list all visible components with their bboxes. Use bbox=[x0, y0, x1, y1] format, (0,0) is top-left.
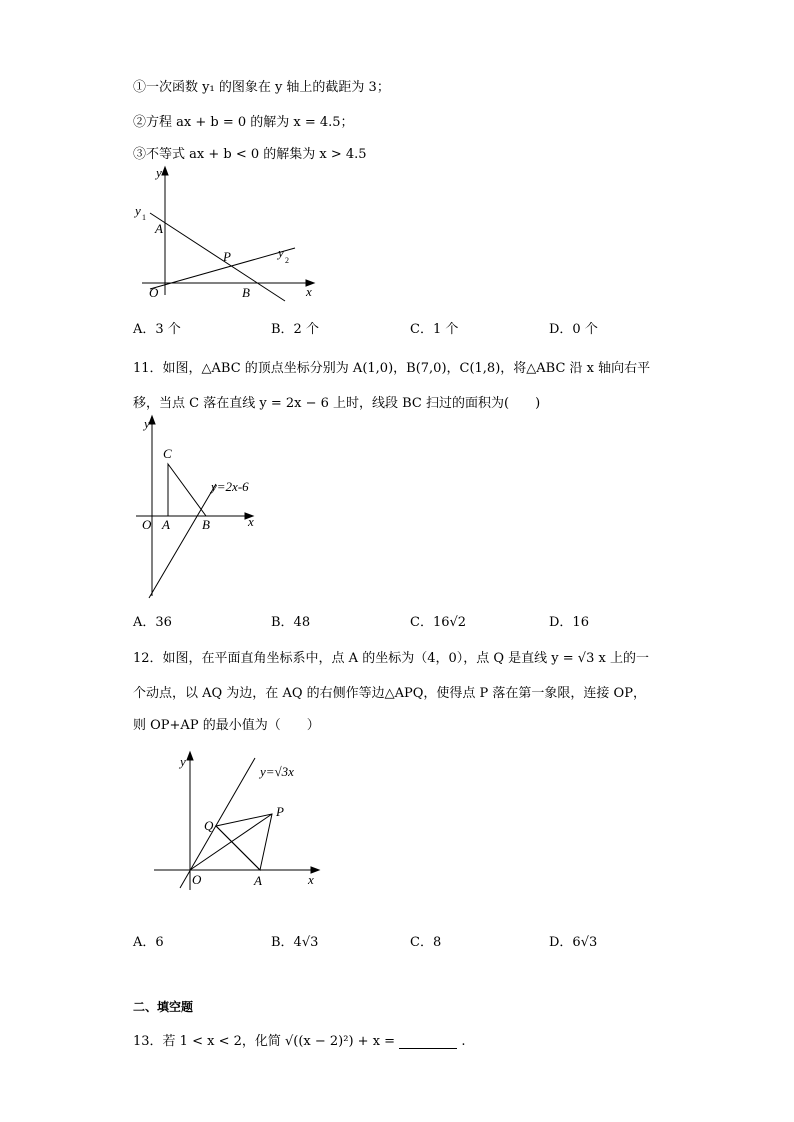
statement-2: ②方程 ax + b = 0 的解为 x = 4.5； bbox=[133, 115, 354, 130]
q10-origin-label: O bbox=[149, 285, 159, 300]
q12-option-d[interactable]: D．6√3 bbox=[549, 935, 598, 950]
q11-option-a[interactable]: A．36 bbox=[133, 615, 172, 630]
q10-B-label: B bbox=[242, 285, 250, 300]
q11-A-label: A bbox=[162, 517, 170, 532]
q11-line-y2x6 bbox=[149, 484, 216, 598]
q12-Q-label: Q bbox=[204, 818, 214, 833]
q10-y1-sub: 1 bbox=[142, 213, 146, 222]
q12-option-a[interactable]: A．6 bbox=[133, 935, 164, 950]
q12-option-b[interactable]: B．4√3 bbox=[271, 935, 319, 950]
q12-x-label: x bbox=[308, 872, 314, 887]
q10-option-b[interactable]: B．2 个 bbox=[271, 322, 319, 337]
q11-option-d[interactable]: D．16 bbox=[549, 615, 589, 630]
section-title-fill-in: 二、填空题 bbox=[133, 1000, 194, 1014]
q11-B-label: B bbox=[202, 517, 210, 532]
q11-figure bbox=[130, 414, 270, 602]
q11-option-b[interactable]: B．48 bbox=[271, 615, 311, 630]
q12-origin-label: O bbox=[192, 872, 202, 887]
q10-A-label: A bbox=[155, 221, 163, 236]
q11-y-label: y bbox=[144, 416, 150, 431]
q12-line-2: 个动点，以 AQ 为边，在 AQ 的右侧作等边△APQ，使得点 P 落在第一象限，连接 OP， bbox=[133, 686, 646, 701]
q10-option-a[interactable]: A．3 个 bbox=[133, 322, 181, 337]
q10-option-c[interactable]: C．1 个 bbox=[410, 322, 459, 337]
q12-line-label: y=√3x bbox=[260, 764, 294, 779]
q11-line-2: 移，当点 C 落在直线 y = 2x − 6 上时，线段 BC 扫过的面积为( ) bbox=[133, 396, 541, 411]
q12-triangle-apq bbox=[216, 814, 272, 870]
q10-x-label: x bbox=[306, 284, 312, 299]
q12-figure bbox=[150, 748, 330, 893]
q12-P-label: P bbox=[276, 804, 284, 819]
statement-1: ①一次函数 y₁ 的图象在 y 轴上的截距为 3； bbox=[133, 80, 390, 95]
q11-x-label: x bbox=[248, 514, 254, 529]
q13-line bbox=[133, 1030, 465, 1049]
q11-option-c[interactable]: C．16√2 bbox=[410, 615, 467, 630]
q12-line-1: 12．如图，在平面直角坐标系中，点 A 的坐标为（4，0），点 Q 是直线 y = √3 x 上的一 bbox=[133, 651, 649, 666]
q13-answer-blank[interactable] bbox=[399, 1034, 457, 1049]
q13-end: . bbox=[461, 1034, 466, 1049]
q12-line-sqrt3x bbox=[180, 758, 255, 888]
q12-line-3: 则 OP+AP 的最小值为（ ） bbox=[133, 718, 320, 733]
q11-C-label: C bbox=[163, 446, 172, 461]
q10-y1-label: y bbox=[135, 203, 141, 218]
q11-line-1: 11．如图，△ABC 的顶点坐标分别为 A(1,0)，B(7,0)，C(1,8)，将△ABC 沿 x 轴向右平 bbox=[133, 361, 651, 376]
q11-line-label: y=2x-6 bbox=[211, 479, 249, 494]
q13-text: 13．若 1 < x < 2，化简 √((x − 2)²) + x = bbox=[133, 1034, 396, 1049]
q12-option-c[interactable]: C．8 bbox=[410, 935, 442, 950]
q10-y2-sub: 2 bbox=[285, 256, 289, 265]
q10-y-label: y bbox=[156, 165, 162, 180]
q10-option-d[interactable]: D．0 个 bbox=[549, 322, 598, 337]
statement-3: ③不等式 ax + b < 0 的解集为 x > 4.5 bbox=[133, 147, 367, 162]
q10-P-label: P bbox=[223, 249, 231, 264]
q10-figure bbox=[130, 165, 330, 307]
q10-y2-label: y bbox=[278, 245, 284, 260]
q11-origin-label: O bbox=[142, 517, 152, 532]
q11-triangle-abc bbox=[168, 464, 206, 516]
q12-A-label: A bbox=[254, 873, 262, 888]
q12-y-label: y bbox=[180, 754, 186, 769]
